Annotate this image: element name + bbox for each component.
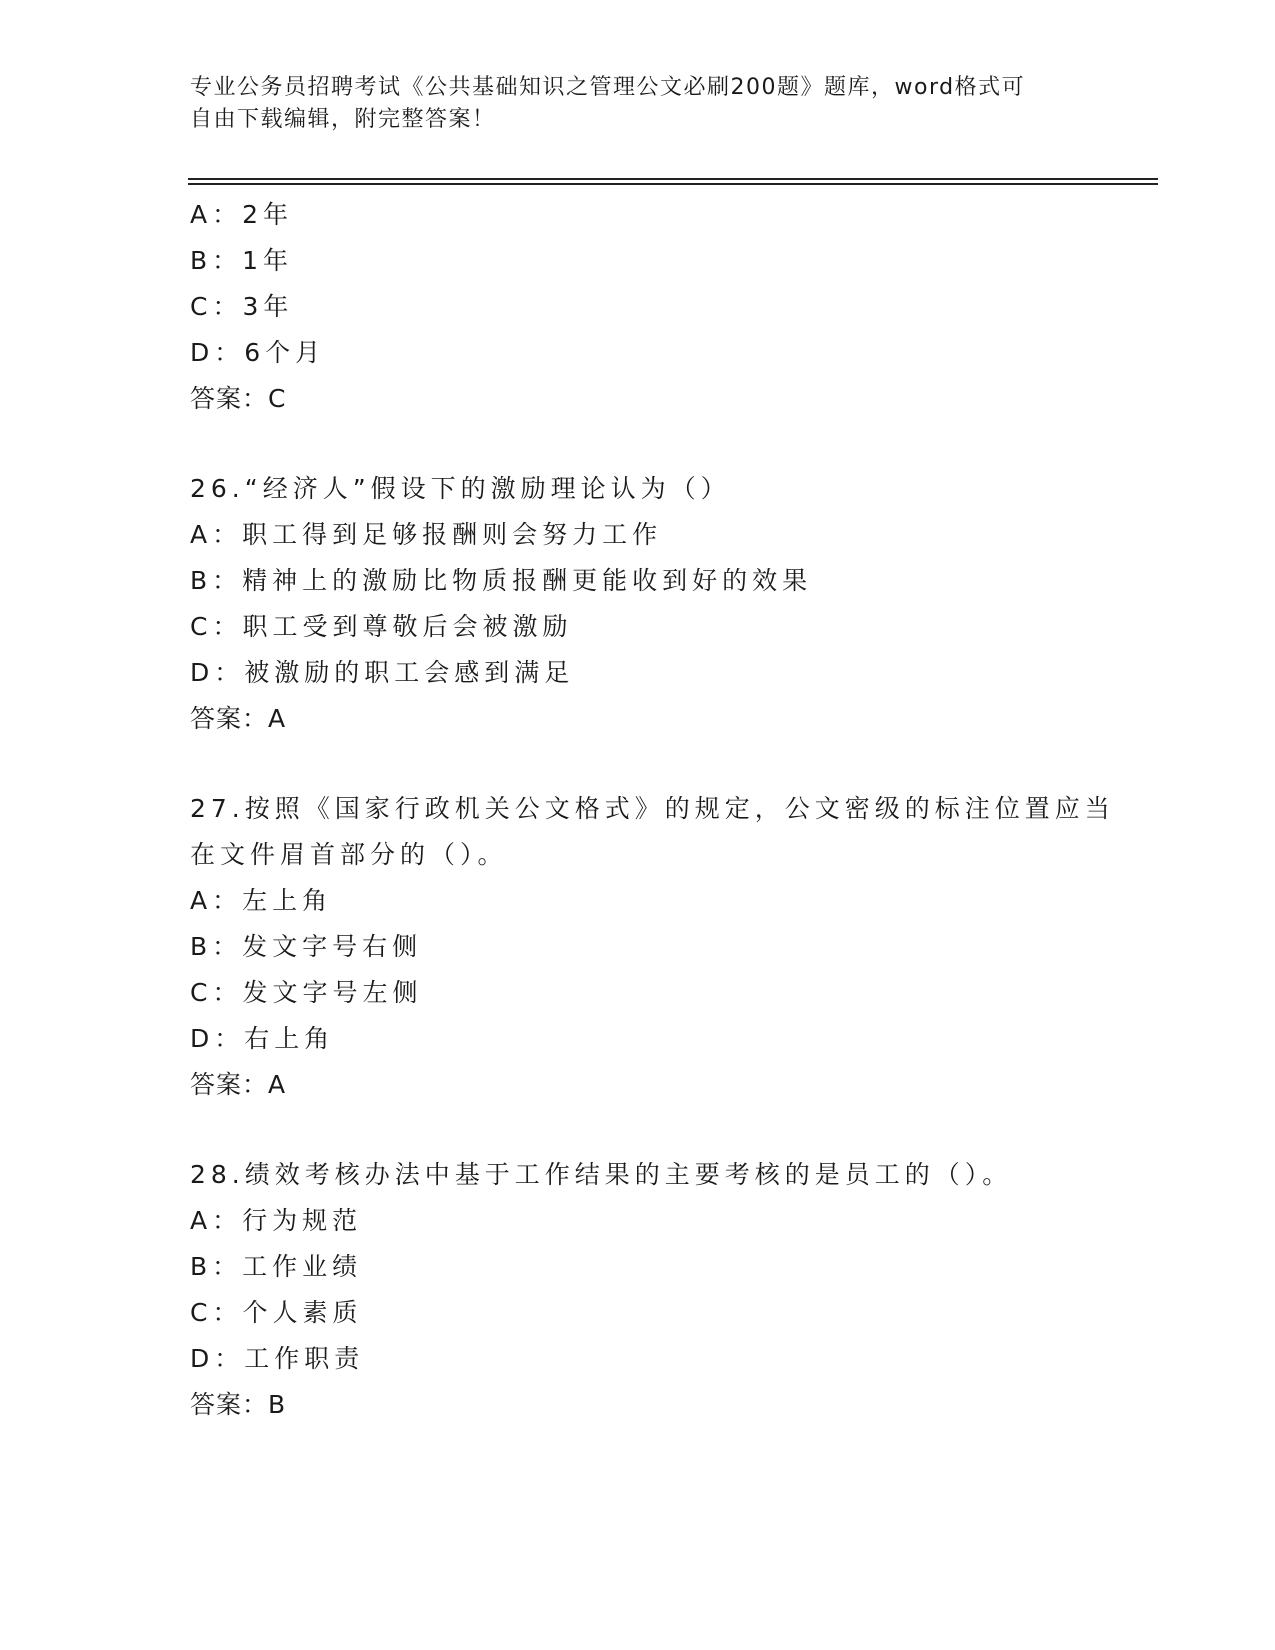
option-b: B：精神上的激励比物质报酬更能收到好的效果: [190, 566, 813, 595]
option-c: C：发文字号左侧: [190, 978, 423, 1007]
question-stem-line-1: 27.按照《国家行政机关公文格式》的规定，公文密级的标注位置应当: [190, 794, 1115, 823]
option-b: B：1年: [190, 246, 294, 275]
option-a: A：左上角: [190, 886, 333, 915]
header-line-2: 自由下载编辑，附完整答案！: [190, 107, 496, 132]
question-list: [190, 192, 1115, 1428]
answer-line: 答案：A: [190, 1070, 287, 1099]
question-stem: 28.绩效考核办法中基于工作结果的主要考核的是员工的（）。: [190, 1160, 1013, 1189]
option-b: B：发文字号右侧: [190, 932, 423, 961]
option-a: A：职工得到足够报酬则会努力工作: [190, 520, 663, 549]
option-d: D：被激励的职工会感到满足: [190, 658, 575, 687]
spacer: [190, 742, 1090, 786]
option-d: D：右上角: [190, 1024, 335, 1053]
document-header: [190, 72, 1070, 136]
option-a: A：2年: [190, 200, 294, 229]
question-stem: 26.“经济人”假设下的激励理论认为（）: [190, 474, 731, 503]
answer-line: 答案：B: [190, 1390, 287, 1419]
question-stem-line-2: 在文件眉首部分的（）。: [190, 840, 508, 869]
option-a: A：行为规范: [190, 1206, 363, 1235]
question-25: [190, 192, 1090, 422]
question-26: [190, 466, 1090, 742]
header-divider-bottom: [188, 183, 1158, 185]
option-c: C：3年: [190, 292, 294, 321]
question-27: [190, 786, 1115, 1108]
answer-line: 答案：A: [190, 704, 287, 733]
header-line-1: 专业公务员招聘考试《公共基础知识之管理公文必刷200题》题库，word格式可: [190, 75, 1026, 100]
question-28: [190, 1152, 1090, 1428]
option-d: D：工作职责: [190, 1344, 365, 1373]
spacer: [190, 1108, 1090, 1152]
option-b: B：工作业绩: [190, 1252, 363, 1281]
option-c: C：个人素质: [190, 1298, 363, 1327]
header-divider-top: [188, 178, 1158, 180]
option-c: C：职工受到尊敬后会被激励: [190, 612, 573, 641]
spacer: [190, 422, 1090, 466]
answer-line: 答案：C: [190, 384, 287, 413]
option-d: D：6个月: [190, 338, 326, 367]
